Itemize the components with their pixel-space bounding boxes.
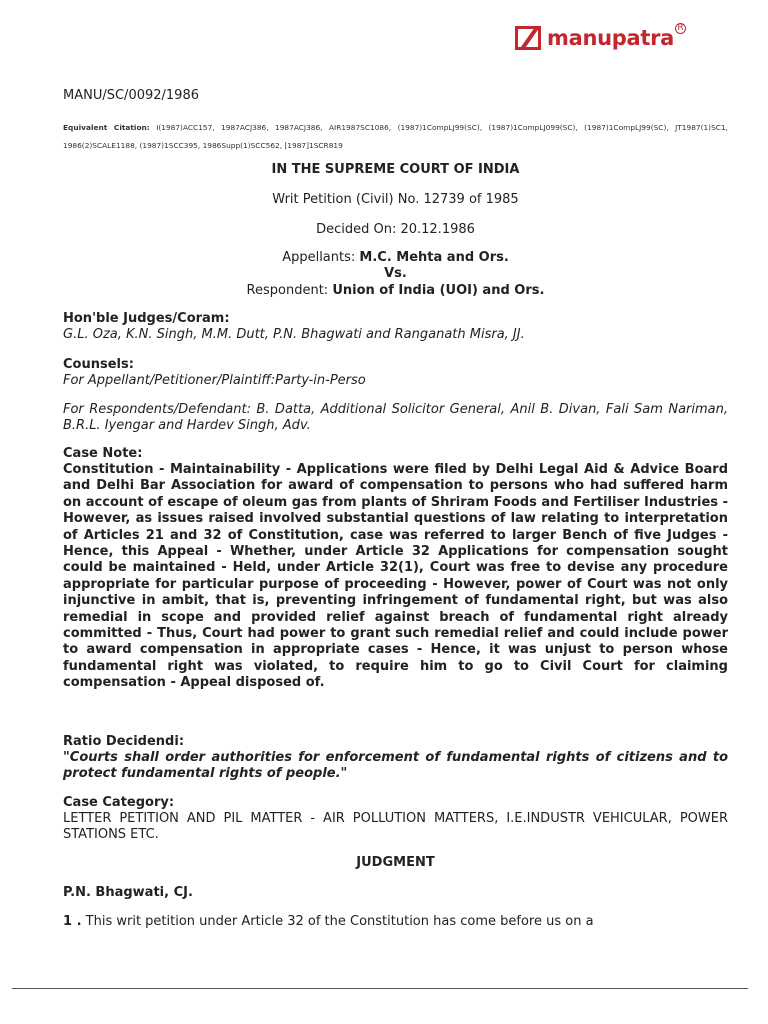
logo-text: manupatra (547, 26, 675, 50)
appellants-line (63, 250, 728, 265)
judges-names: G.L. Oza, K.N. Singh, M.M. Dutt, P.N. Bhagwati and Ranganath Misra, JJ. (63, 327, 525, 342)
appellants-name: M.C. Mehta and Ors. (359, 250, 509, 265)
respondent-name: Union of India (UOI) and Ors. (332, 283, 545, 298)
ratio-text: "Courts shall order authorities for enforcement of fundamental rights of citizens and to protect fundamental rights of people." (63, 750, 728, 782)
judgment-author: P.N. Bhagwati, CJ. (63, 885, 193, 900)
counsel-appellant: For Appellant/Petitioner/Plaintiff:Party-in-Perso (63, 373, 366, 388)
equivalent-citation-label: Equivalent Citation: (63, 123, 150, 132)
decided-on: Decided On: 20.12.1986 (316, 222, 475, 237)
respondent-line (63, 283, 728, 298)
category-heading: Case Category: (63, 795, 175, 810)
respondent-label: Respondent: (246, 283, 329, 298)
manupatra-logo (515, 22, 686, 50)
counsel-respondent: For Respondents/Defendant: B. Datta, Additional Solicitor General, Anil B. Divan, Fali Sam Nariman, B.R.L. Iyengar and Hardev Singh, Adv. (63, 402, 728, 434)
ratio-heading: Ratio Decidendi: (63, 734, 185, 749)
paragraph-text: This writ petition under Article 32 of the Constitution has come before us on a (85, 914, 594, 929)
appellants-label: Appellants: (282, 250, 356, 265)
paragraph-number: 1 . (63, 914, 82, 929)
citation-id: MANU/SC/0092/1986 (63, 88, 199, 103)
equivalent-citation-text: I(1987)ACC157, 1987ACJ386, 1987ACJ386, AIR1987SC1086, (1987)1CompLJ99(SC), (1987)1CompLJ099(SC), (1987)1CompLJ99(SC), JT1987(1)SC1, 1986(2)SCALE1188, (1987)1SCC395, 1986Supp(1)SCC562, [1987]1SCR819 (63, 123, 728, 150)
case-note-text: Constitution - Maintainability - Applications were filed by Delhi Legal Aid & Advice Board and Delhi Bar Association for award of compensation to persons who had suffered harm on account of escape of oleum gas from plants of Shriram Foods and Fertiliser Industries - However, as issues raised involved substantial questions of law relating to interpretation of Articles 21 and 32 of Constitution, case was referred to larger Bench of five Judges - Hence, this Appeal - Whether, under Article 32 Applications for compensation sought could be maintained - Held, under Article 32(1), Court was free to devise any procedure appropriate for particular purpose of proceeding - However, power of Court was not only injunctive in ambit, that is, preventing infringement of fundamental right, but was also remedial in scope and provided relief against breach of fundamental right already committed - Thus, Court had power to grant such remedial relief and could include power to award compensation in appropriate cases - Hence, it was unjust to person whose fundamental right was violated, to require him to go to Civil Court for claiming compensation - Appeal disposed of. (63, 462, 728, 691)
petition-number: Writ Petition (Civil) No. 12739 of 1985 (272, 192, 519, 207)
counsels-heading: Counsels: (63, 357, 134, 372)
registered-mark: R (675, 23, 686, 34)
judgment-heading: JUDGMENT (356, 855, 435, 870)
category-text: LETTER PETITION AND PIL MATTER - AIR POLLUTION MATTERS, I.E.INDUSTR VEHICULAR, POWER STATIONS ETC. (63, 811, 728, 843)
court-name: IN THE SUPREME COURT OF INDIA (271, 162, 520, 177)
case-note-heading: Case Note: (63, 446, 143, 461)
equivalent-citation (63, 119, 728, 155)
versus: Vs. (384, 266, 407, 281)
paragraph-1 (63, 914, 728, 930)
manupatra-logo-mark (515, 26, 541, 50)
judges-heading: Hon'ble Judges/Coram: (63, 311, 230, 326)
footer-divider (12, 988, 748, 989)
